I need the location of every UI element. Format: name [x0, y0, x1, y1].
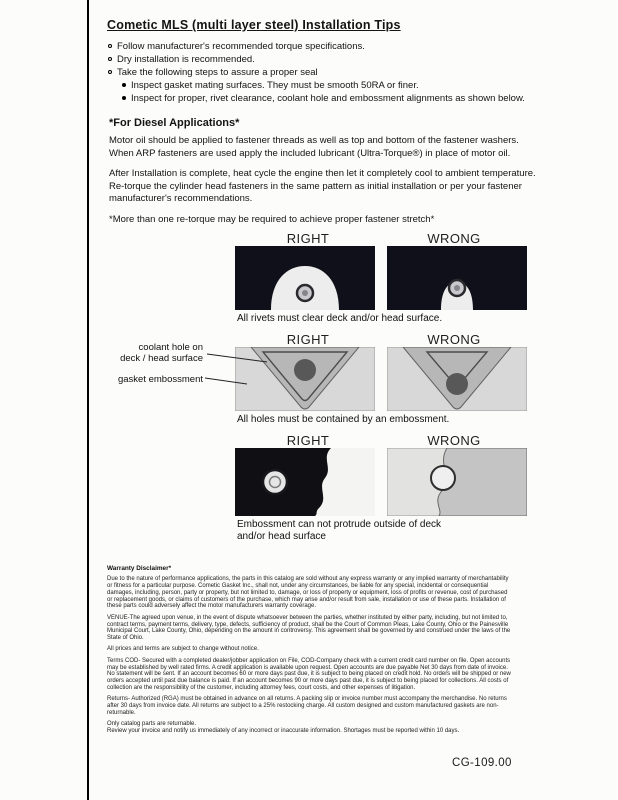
warranty-heading: Warranty Disclaimer* — [107, 564, 172, 572]
wrong-label: WRONG — [427, 432, 481, 448]
rivet-clearance-wrong-diagram — [387, 246, 527, 310]
diagram-row3-labels — [235, 433, 527, 448]
embossment-protrusion-wrong-diagram — [387, 448, 527, 516]
diesel-paragraph-1: Motor oil should be applied to fastener threads as well as top and bottom of the fastener washers. When ARP fasteners are used apply the included lubricant (Ultra-Torque®) in place of motor oil. — [109, 135, 519, 159]
diagram-row1-images — [235, 246, 527, 310]
embossment-protrusion-right-diagram — [235, 448, 375, 516]
wrong-label: WRONG — [427, 230, 481, 246]
coolant-hole-icon — [446, 373, 468, 395]
tip-text: Take the following steps to assure a proper seal — [117, 67, 318, 78]
right-label: RIGHT — [286, 230, 330, 246]
warranty-paragraph: Terms COD- Secured with a completed dealer/jobber application on File, COD-Company check with a current credit card number on file. Open accounts may be established by well rated firms. A credit application is available upon request. Open accounts are due payable Net 30 days from date of invoice. No statement will be sent. If an account becomes 60 or more days past due, it is subject to being placed on credit hold. No orders will be shipped or new orders accepted until past due balance is paid. If an account becomes 90 or more days past due, it is subject to being placed for collections. All costs of collection are the responsibility of the customer, including attorney fees, court costs, and other expenses of litigation. — [107, 657, 511, 691]
warranty-paragraph: VENUE-The agreed upon venue, in the event of dispute whatsoever between the parties, whether instituted by either party, including, but not limited to, contract terms, payment terms, delivery, type, defects, sufficiency of product, shall be the Court of Common Pleas, Lake County, Ohio or the Painesville Municipal Court, Lake County, Ohio, depending on the amount in controversy. This agreement shall be governed by and construed under the laws of the State of Ohio. — [107, 614, 511, 642]
embossment-containment-right-diagram — [235, 347, 375, 411]
page-content — [107, 18, 609, 739]
tip-text: Inspect for proper, rivet clearance, coolant hole and embossment alignments as shown below. — [131, 93, 525, 104]
diagram-row1-labels — [235, 231, 527, 246]
diagram-row2-labels — [235, 332, 527, 347]
embossment-icon — [431, 466, 455, 490]
diagram-row2-caption: All holes must be contained by an embossment. — [237, 413, 450, 425]
callout-text: coolant hole on — [138, 341, 203, 353]
list-item — [107, 40, 609, 53]
coolant-hole-callout — [103, 342, 203, 364]
diagram-row3-images — [235, 448, 527, 516]
list-item — [121, 79, 609, 92]
page-edge-rule — [87, 0, 89, 800]
embossment-icon — [263, 470, 287, 494]
installation-tips-list — [107, 40, 609, 105]
diagram-row2 — [117, 331, 527, 411]
coolant-hole-icon — [294, 359, 316, 381]
embossment-containment-wrong-diagram — [387, 347, 527, 411]
warranty-line: Only catalog parts are returnable. — [107, 721, 197, 728]
warranty-paragraph: Due to the nature of performance applications, the parts in this catalog are sold without any express warranty or any implied warranty of merchantability or fitness for a particular purpose. Cometic Gasket Inc., shall not, under any circumstances, be liable for any special, incidental or consequential damages, including, person, party or property, but not limited to, damage, or loss of property or equipment, loss of profits or revenue, cost of purchased or replacement goods, or claims of customers of the purchase, which may arise and/or result from sale, installation or use of these parts. Installation of these parts could adversely affect the motor manufacturers warranty coverage. — [107, 576, 509, 610]
right-label: RIGHT — [286, 432, 330, 448]
filled-bullet-icon — [122, 83, 126, 87]
open-bullet-icon — [108, 44, 112, 48]
open-bullet-icon — [108, 57, 112, 61]
tip-text: Inspect gasket mating surfaces. They must be smooth 50RA or finer. — [131, 80, 419, 91]
open-bullet-icon — [108, 70, 112, 74]
right-label: RIGHT — [286, 331, 330, 347]
tip-text: Dry installation is recommended. — [117, 54, 255, 65]
diesel-paragraph-2: After Installation is complete, heat cycle the engine then let it completely cool to ambient temperature. Re-torque the cylinder head fasteners in the same pattern as initial installation or per your fastener manufacturer's recommendations. — [109, 168, 536, 204]
warranty-disclaimer — [107, 566, 513, 735]
list-item — [107, 66, 609, 79]
retorque-note: *More than one re-torque may be required to achieve proper fastener stretch* — [109, 213, 435, 225]
diagram-row2-images — [235, 347, 527, 411]
wrong-label: WRONG — [427, 331, 481, 347]
diagram-row3-caption: Embossment can not protrude outside of deck and/or head surface — [237, 518, 442, 542]
diesel-applications-heading: *For Diesel Applications* — [109, 117, 240, 129]
rivet-clearance-right-diagram — [235, 246, 375, 310]
diagram-row1-caption: All rivets must clear deck and/or head surface. — [237, 312, 443, 324]
warranty-line: Review your invoice and notify us immediately of any incorrect or inaccurate information. Shortages must be reported within 10 days. — [107, 727, 460, 734]
sub-tips-list — [121, 79, 609, 105]
list-item — [121, 92, 609, 105]
diagram-section — [117, 230, 527, 544]
list-item — [107, 53, 609, 66]
page-title: Cometic MLS (multi layer steel) Installation Tips — [107, 18, 401, 32]
catalog-number: CG-109.00 — [452, 757, 512, 769]
warranty-paragraph — [107, 721, 513, 735]
gasket-embossment-callout: gasket embossment — [117, 373, 203, 385]
filled-bullet-icon — [122, 96, 126, 100]
callout-text: deck / head surface — [120, 352, 203, 364]
warranty-paragraph: Returns- Authorized (RGA) must be obtained in advance on all returns. A packing slip or invoice number must accompany the merchandise. No returns after 30 days from invoice date. All returns are subject to a 25% restocking charge. All custom designed and custom manufactured gaskets are non-returnable. — [107, 696, 507, 716]
tip-text: Follow manufacturer's recommended torque specifications. — [117, 41, 365, 52]
warranty-paragraph: All prices and terms are subject to change without notice. — [107, 646, 259, 653]
